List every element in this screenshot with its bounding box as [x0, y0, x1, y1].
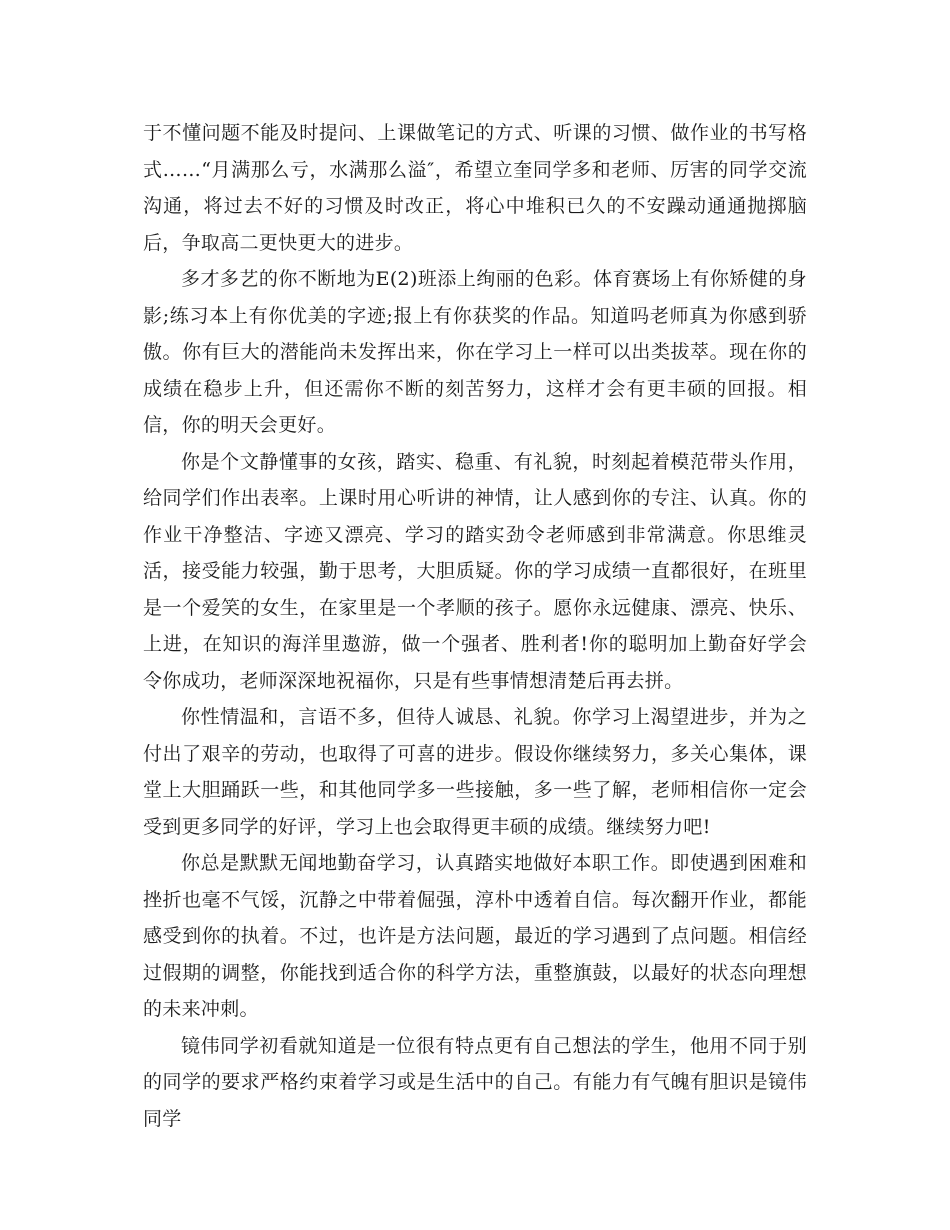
paragraph-5: 你总是默默无闻地勤奋学习，认真踏实地做好本职工作。即使遇到困难和挫折也毫不气馁，沉静之中带着倔强，淳朴中透着自信。每次翻开作业，都能感受到你的执着。不过，也许是方法问题，最近的学习遇到了点问题。相信经过假期的调整，你能找到适合你的科学方法，重整旗鼓，以最好的状态向理想的未来冲刺。	[143, 852, 807, 1020]
paragraph-4: 你性情温和，言语不多，但待人诚恳、礼貌。你学习上渴望进步，并为之付出了艰辛的劳动，也取得了可喜的进步。假设你继续努力，多关心集体，课堂上大胆踊跃一些，和其他同学多一些接触，多一些了解，老师相信你一定会受到更多同学的好评，学习上也会取得更丰硕的成绩。继续努力吧!	[143, 706, 807, 838]
paragraph-3: 你是个文静懂事的女孩，踏实、稳重、有礼貌，时刻起着模范带头作用，给同学们作出表率。上课时用心听讲的神情，让人感到你的专注、认真。你的作业干净整洁、字迹又漂亮、学习的踏实劲令老师感到非常满意。你思维灵活，接受能力较强，勤于思考，大胆质疑。你的学习成绩一直都很好，在班里是一个爱笑的女生，在家里是一个孝顺的孩子。愿你永远健康、漂亮、快乐、上进，在知识的海洋里遨游，做一个强者、胜利者!你的聪明加上勤奋好学会令你成功，老师深深地祝福你，只是有些事情想清楚后再去拼。	[143, 450, 807, 692]
paragraph-6: 镜伟同学初看就知道是一位很有特点更有自己想法的学生，他用不同于别的同学的要求严格约束着学习或是生活中的自己。有能力有气魄有胆识是镜伟同学	[143, 1034, 807, 1130]
paragraph-2: 多才多艺的你不断地为E(2)班添上绚丽的色彩。体育赛场上有你矫健的身影;练习本上有你优美的字迹;报上有你获奖的作品。知道吗老师真为你感到骄傲。你有巨大的潜能尚未发挥出来，你在学习上一样可以出类拔萃。现在你的成绩在稳步上升，但还需你不断的刻苦努力，这样才会有更丰硕的回报。相信，你的明天会更好。	[143, 268, 807, 436]
paragraph-1: 于不懂问题不能及时提问、上课做笔记的方式、听课的习惯、做作业的书写格式……“月满那么亏，水满那么溢″，希望立奎同学多和老师、厉害的同学交流沟通，将过去不好的习惯及时改正，将心中堆积已久的不安躁动通通抛掷脑后，争取高二更快更大的进步。	[143, 122, 807, 254]
document-body	[143, 115, 807, 1137]
